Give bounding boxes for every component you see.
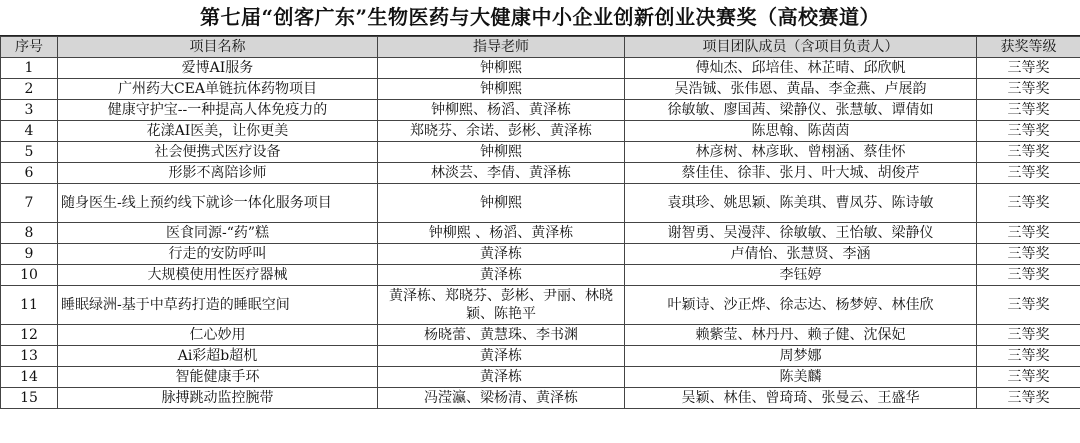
header-team: 项目团队成员（含项目负责人） xyxy=(625,37,977,58)
advisor-cell: 黄泽栋 xyxy=(378,346,625,367)
award-level-cell: 三等奖 xyxy=(977,223,1080,244)
award-level-cell: 三等奖 xyxy=(977,184,1080,223)
project-name-cell: 行走的安防呼叫 xyxy=(58,244,378,265)
team-members-cell: 卢倩怡、张慧贤、李涵 xyxy=(625,244,977,265)
award-level-cell: 三等奖 xyxy=(977,388,1080,409)
table-row xyxy=(1,163,1080,184)
team-members-cell: 叶颖诗、沙正烨、徐志达、杨梦婷、林佳欣 xyxy=(625,286,977,325)
advisor-cell: 钟柳熙 xyxy=(378,142,625,163)
team-members-cell: 林彦树、林彦耿、曾栩涵、蔡佳怀 xyxy=(625,142,977,163)
table-row xyxy=(1,142,1080,163)
award-level-cell: 三等奖 xyxy=(977,346,1080,367)
row-number-cell: 2 xyxy=(1,79,58,100)
table-header xyxy=(1,37,1080,58)
team-members-cell: 陈美麟 xyxy=(625,367,977,388)
row-number-cell: 5 xyxy=(1,142,58,163)
table-row xyxy=(1,100,1080,121)
row-number-cell: 6 xyxy=(1,163,58,184)
advisor-cell: 黄泽栋 xyxy=(378,265,625,286)
award-level-cell: 三等奖 xyxy=(977,79,1080,100)
row-number-cell: 4 xyxy=(1,121,58,142)
award-level-cell: 三等奖 xyxy=(977,325,1080,346)
header-award: 获奖等级 xyxy=(977,37,1080,58)
award-level-cell: 三等奖 xyxy=(977,265,1080,286)
team-members-cell: 陈思翰、陈茵茵 xyxy=(625,121,977,142)
header-row xyxy=(1,37,1080,58)
advisor-cell: 黄泽栋 xyxy=(378,367,625,388)
row-number-cell: 12 xyxy=(1,325,58,346)
project-name-cell: 医食同源-“药”糕 xyxy=(58,223,378,244)
project-name-cell: 大规模使用性医疗器械 xyxy=(58,265,378,286)
table-row xyxy=(1,367,1080,388)
team-members-cell: 蔡佳佳、徐菲、张月、叶大城、胡俊芹 xyxy=(625,163,977,184)
row-number-cell: 1 xyxy=(1,58,58,79)
team-members-cell: 吴颖、林佳、曾琦琦、张曼云、王盛华 xyxy=(625,388,977,409)
advisor-cell: 钟柳熙 xyxy=(378,184,625,223)
project-name-cell: 广州药大CEA单链抗体药物项目 xyxy=(58,79,378,100)
table-body xyxy=(1,58,1080,409)
advisor-cell: 钟柳熙、杨滔、黄泽栋 xyxy=(378,100,625,121)
award-level-cell: 三等奖 xyxy=(977,121,1080,142)
header-advisor: 指导老师 xyxy=(378,37,625,58)
award-level-cell: 三等奖 xyxy=(977,244,1080,265)
project-name-cell: Ai彩超b超机 xyxy=(58,346,378,367)
table-row xyxy=(1,184,1080,223)
project-name-cell: 仁心妙用 xyxy=(58,325,378,346)
team-members-cell: 赖紫莹、林丹丹、赖子健、沈保妃 xyxy=(625,325,977,346)
header-project: 项目名称 xyxy=(58,37,378,58)
team-members-cell: 袁琪珍、姚思颖、陈美琪、曹凤芬、陈诗敏 xyxy=(625,184,977,223)
project-name-cell: 健康守护宝--一种提高人体免疫力的 xyxy=(58,100,378,121)
project-name-cell: 随身医生-线上预约线下就诊一体化服务项目 xyxy=(58,184,378,223)
advisor-cell: 钟柳熙 xyxy=(378,58,625,79)
team-members-cell: 李钰婷 xyxy=(625,265,977,286)
row-number-cell: 10 xyxy=(1,265,58,286)
table-row xyxy=(1,265,1080,286)
advisor-cell: 冯滢瀛、梁杨清、黄泽栋 xyxy=(378,388,625,409)
team-members-cell: 吴浩铖、张伟恩、黄晶、李金燕、卢展韵 xyxy=(625,79,977,100)
table-row xyxy=(1,325,1080,346)
table-row xyxy=(1,244,1080,265)
row-number-cell: 8 xyxy=(1,223,58,244)
advisor-cell: 黄泽栋、郑晓芬、彭彬、尹丽、林晓颖、陈艳平 xyxy=(378,286,625,325)
project-name-cell: 脉搏跳动监控腕带 xyxy=(58,388,378,409)
row-number-cell: 14 xyxy=(1,367,58,388)
team-members-cell: 傅灿杰、邱培佳、林芷晴、邱欣帆 xyxy=(625,58,977,79)
award-level-cell: 三等奖 xyxy=(977,142,1080,163)
table-row xyxy=(1,121,1080,142)
row-number-cell: 15 xyxy=(1,388,58,409)
advisor-cell: 杨晓蕾、黄慧珠、李书渊 xyxy=(378,325,625,346)
advisor-cell: 黄泽栋 xyxy=(378,244,625,265)
table-row xyxy=(1,346,1080,367)
advisor-cell: 钟柳熙 、杨滔、黄泽栋 xyxy=(378,223,625,244)
table-row xyxy=(1,388,1080,409)
row-number-cell: 13 xyxy=(1,346,58,367)
award-level-cell: 三等奖 xyxy=(977,100,1080,121)
row-number-cell: 9 xyxy=(1,244,58,265)
sheet-title: 第七届“创客广东”生物医药与大健康中小企业创新创业决赛奖（高校赛道） xyxy=(0,0,1080,36)
team-members-cell: 周梦娜 xyxy=(625,346,977,367)
table-row xyxy=(1,286,1080,325)
advisor-cell: 郑晓芬、余诺、彭彬、黄泽栋 xyxy=(378,121,625,142)
team-members-cell: 谢智勇、吴漫萍、徐敏敏、王怡敏、梁静仪 xyxy=(625,223,977,244)
advisor-cell: 林淡芸、李倩、黄泽栋 xyxy=(378,163,625,184)
award-level-cell: 三等奖 xyxy=(977,163,1080,184)
advisor-cell: 钟柳熙 xyxy=(378,79,625,100)
header-num: 序号 xyxy=(1,37,58,58)
project-name-cell: 爱博AI服务 xyxy=(58,58,378,79)
row-number-cell: 7 xyxy=(1,184,58,223)
table-row xyxy=(1,58,1080,79)
row-number-cell: 3 xyxy=(1,100,58,121)
project-name-cell: 智能健康手环 xyxy=(58,367,378,388)
project-name-cell: 花漾AI医美，让你更美 xyxy=(58,121,378,142)
table-row xyxy=(1,79,1080,100)
table-row xyxy=(1,223,1080,244)
award-level-cell: 三等奖 xyxy=(977,367,1080,388)
project-name-cell: 睡眠绿洲-基于中草药打造的睡眠空间 xyxy=(58,286,378,325)
award-table xyxy=(0,36,1080,409)
row-number-cell: 11 xyxy=(1,286,58,325)
team-members-cell: 徐敏敏、廖国茜、梁静仪、张慧敏、谭倩如 xyxy=(625,100,977,121)
project-name-cell: 形影不离陪诊师 xyxy=(58,163,378,184)
award-level-cell: 三等奖 xyxy=(977,58,1080,79)
award-level-cell: 三等奖 xyxy=(977,286,1080,325)
project-name-cell: 社会便携式医疗设备 xyxy=(58,142,378,163)
